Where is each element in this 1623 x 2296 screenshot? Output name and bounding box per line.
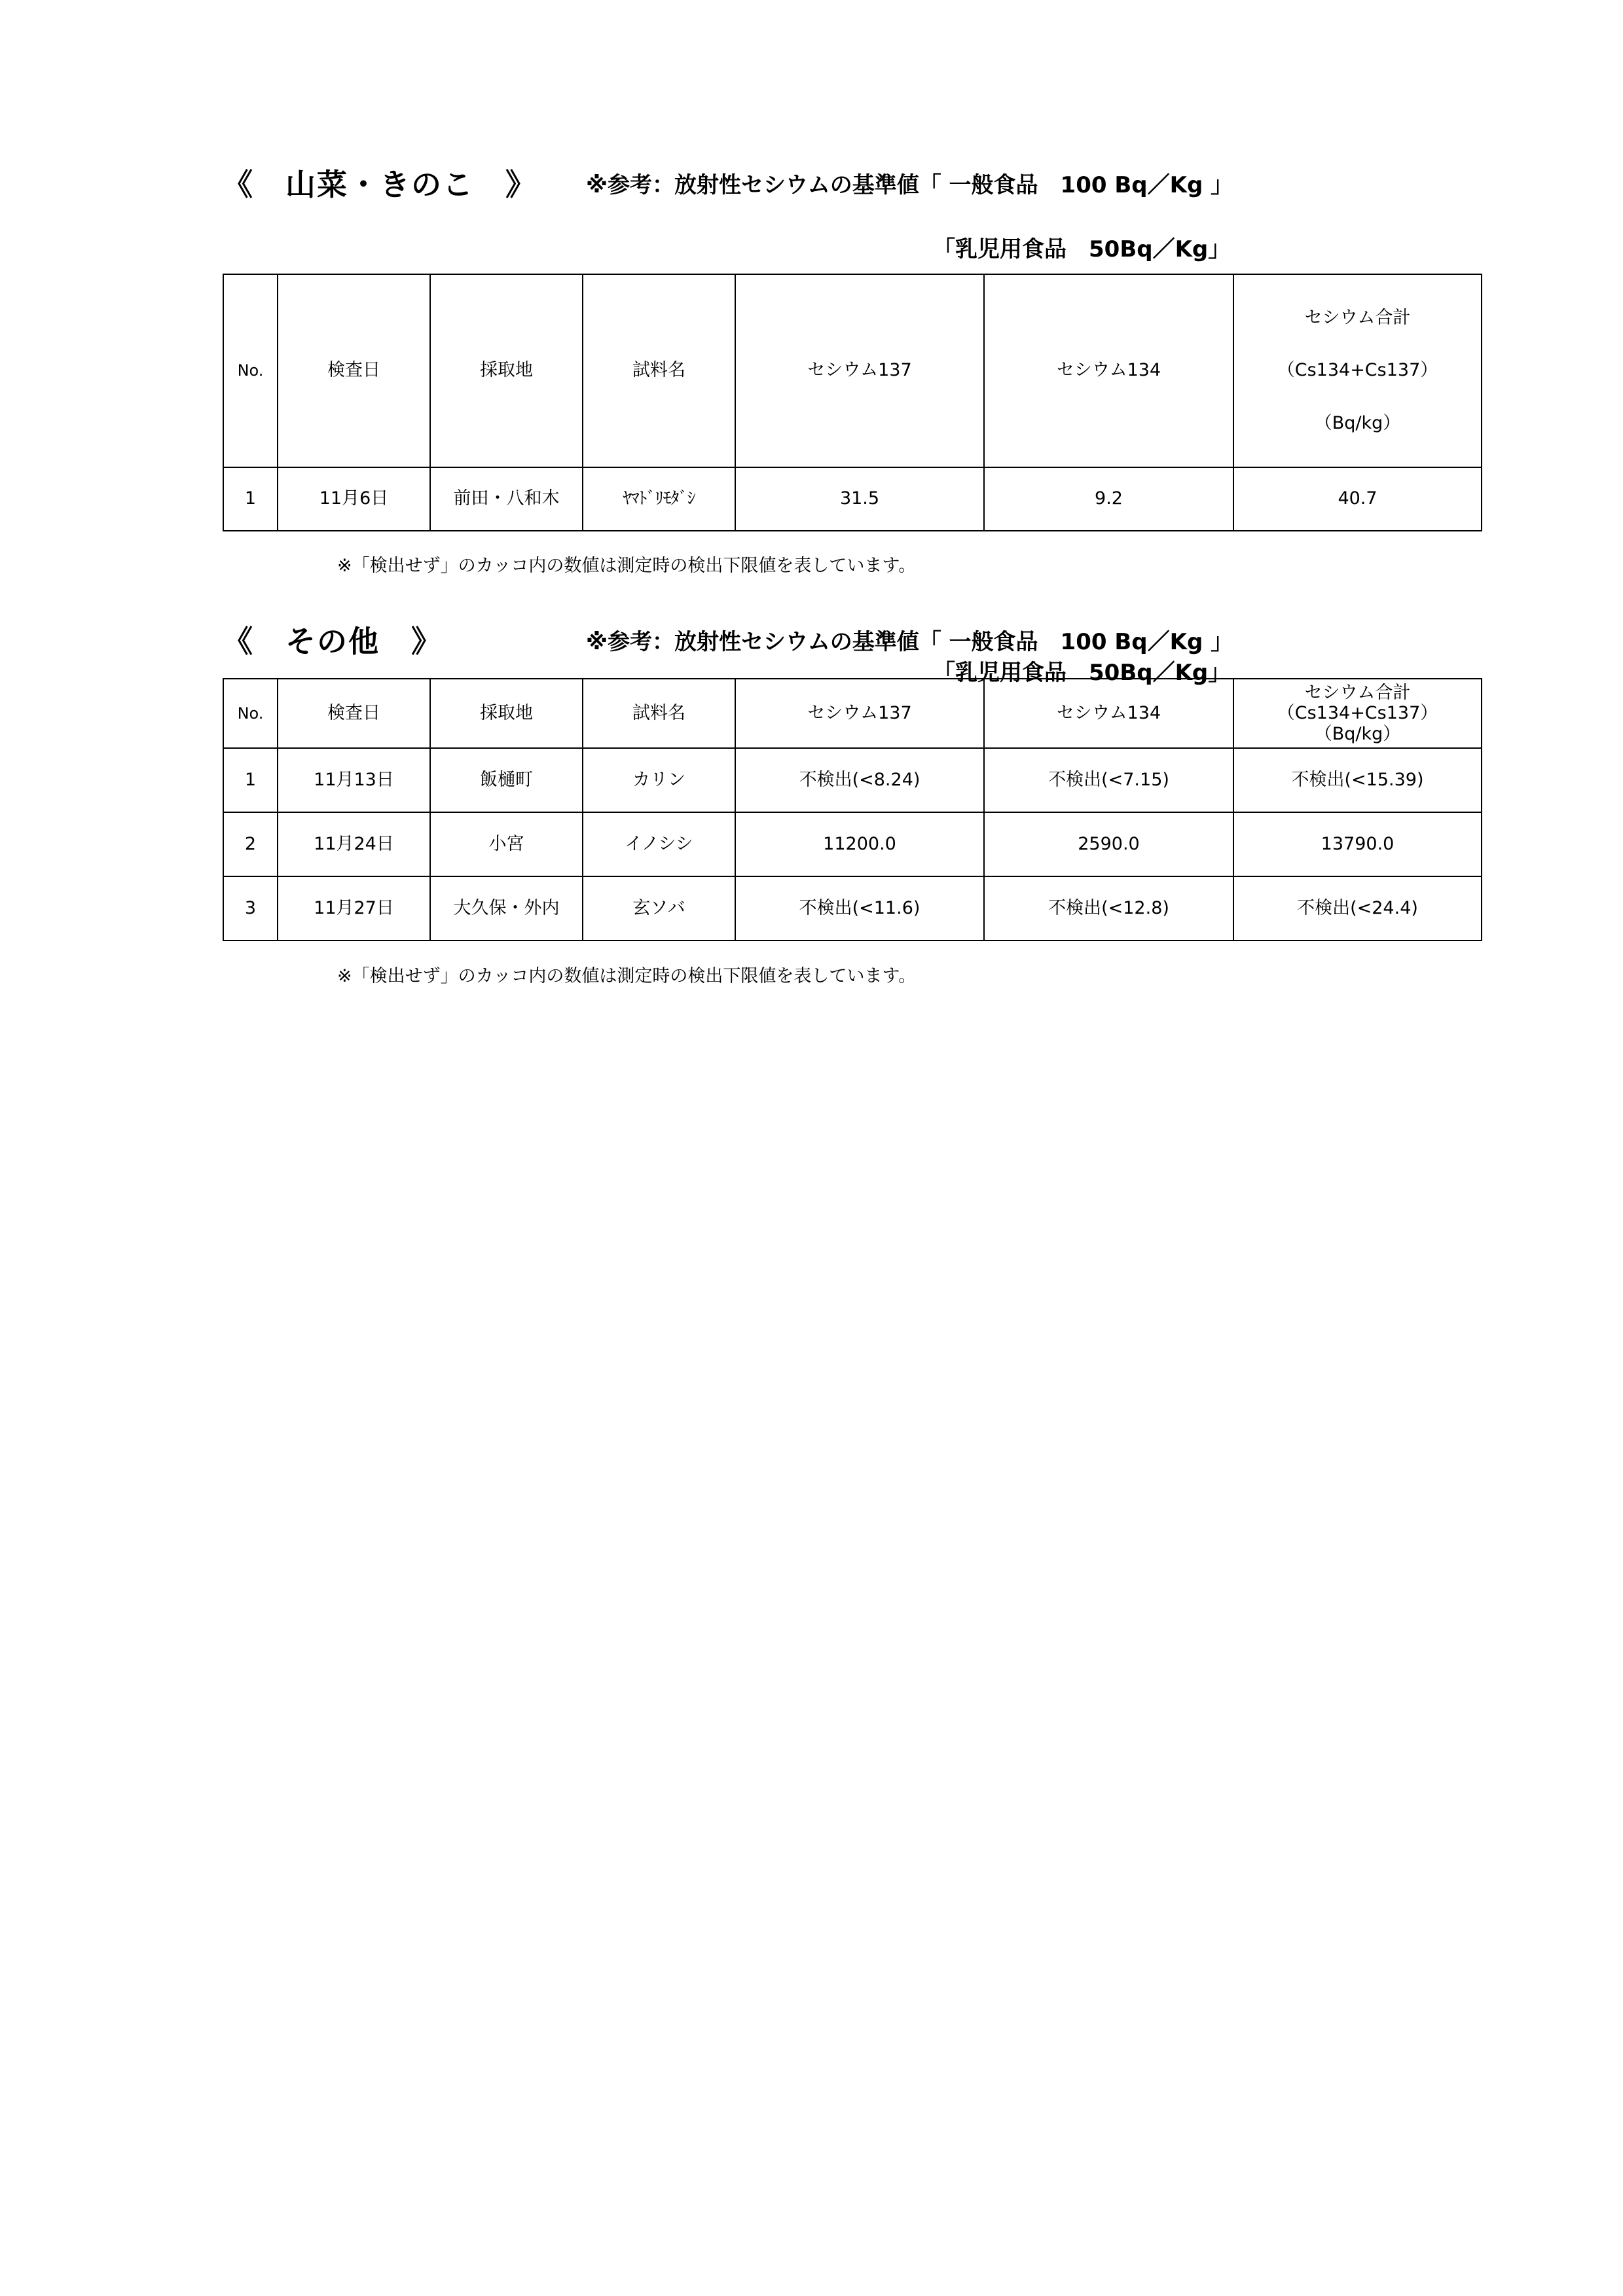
reference-standard-infant: 「乳児用食品 50Bq／Kg」 (933, 660, 1231, 686)
header-date: 検査日 (278, 679, 430, 748)
table-row (223, 876, 1482, 941)
reference-standard-general: ※参考：放射性セシウムの基準値「 一般食品 100 Bq／Kg 」 (586, 629, 1233, 655)
header-location: 採取地 (430, 679, 583, 748)
cell-no: 1 (223, 467, 278, 531)
header-cs137: セシウム137 (735, 274, 984, 467)
cell-cs137: 不検出(<8.24) (735, 748, 984, 812)
table-header-row (223, 274, 1482, 467)
cell-date: 11月24日 (278, 812, 430, 876)
header-total (1233, 679, 1482, 748)
cell-sample: イノシシ (583, 812, 735, 876)
header-cs134: セシウム134 (984, 679, 1233, 748)
table-header-row (223, 679, 1482, 748)
header-total-label: セシウム合計 (1304, 683, 1411, 704)
cell-cs134: 不検出(<12.8) (984, 876, 1233, 941)
cell-total: 13790.0 (1233, 812, 1482, 876)
header-total-unit: （Bq/kg） (1314, 412, 1401, 433)
header-cs134: セシウム134 (984, 274, 1233, 467)
cell-cs134: 9.2 (984, 467, 1233, 531)
header-no: No. (223, 679, 278, 748)
header-total (1233, 274, 1482, 467)
detection-limit-note: ※「検出せず」のカッコ内の数値は測定時の検出下限値を表しています。 (337, 556, 917, 576)
cell-no: 1 (223, 748, 278, 812)
header-total-formula: （Cs134+Cs137） (1277, 360, 1438, 381)
cell-location: 前田・八和木 (430, 467, 583, 531)
cell-cs137: 31.5 (735, 467, 984, 531)
cell-total: 不検出(<15.39) (1233, 748, 1482, 812)
header-sample: 試料名 (583, 274, 735, 467)
table-row (223, 467, 1482, 531)
header-date: 検査日 (278, 274, 430, 467)
table-row (223, 748, 1482, 812)
reference-standard-general: ※参考：放射性セシウムの基準値「 一般食品 100 Bq／Kg 」 (586, 172, 1233, 198)
header-cs137: セシウム137 (735, 679, 984, 748)
reference-standard-infant: 「乳児用食品 50Bq／Kg」 (933, 236, 1231, 262)
cell-sample: 玄ソバ (583, 876, 735, 941)
cell-location: 小宮 (430, 812, 583, 876)
header-sample: 試料名 (583, 679, 735, 748)
section-title-sansai: 《 山菜・きのこ 》 (223, 167, 537, 202)
cell-total: 不検出(<24.4) (1233, 876, 1482, 941)
cell-total: 40.7 (1233, 467, 1482, 531)
cell-date: 11月13日 (278, 748, 430, 812)
section-title-other: 《 その他 》 (223, 624, 443, 659)
cell-sample: カリン (583, 748, 735, 812)
cell-no: 2 (223, 812, 278, 876)
cell-cs137: 不検出(<11.6) (735, 876, 984, 941)
table-row (223, 812, 1482, 876)
cell-location: 大久保・外内 (430, 876, 583, 941)
header-total-formula: （Cs134+Cs137） (1277, 703, 1438, 724)
header-location: 採取地 (430, 274, 583, 467)
cell-cs134: 不検出(<7.15) (984, 748, 1233, 812)
cell-date: 11月6日 (278, 467, 430, 531)
cell-sample: ﾔﾏﾄﾞﾘﾓﾀﾞｼ (583, 467, 735, 531)
results-table-other (223, 678, 1482, 941)
results-table-sansai (223, 274, 1482, 531)
cell-no: 3 (223, 876, 278, 941)
header-total-label: セシウム合計 (1304, 307, 1411, 328)
cell-cs134: 2590.0 (984, 812, 1233, 876)
cell-date: 11月27日 (278, 876, 430, 941)
detection-limit-note: ※「検出せず」のカッコ内の数値は測定時の検出下限値を表しています。 (337, 966, 917, 986)
cell-cs137: 11200.0 (735, 812, 984, 876)
header-total-unit: （Bq/kg） (1314, 723, 1401, 744)
cell-location: 飯樋町 (430, 748, 583, 812)
header-no: No. (223, 274, 278, 467)
